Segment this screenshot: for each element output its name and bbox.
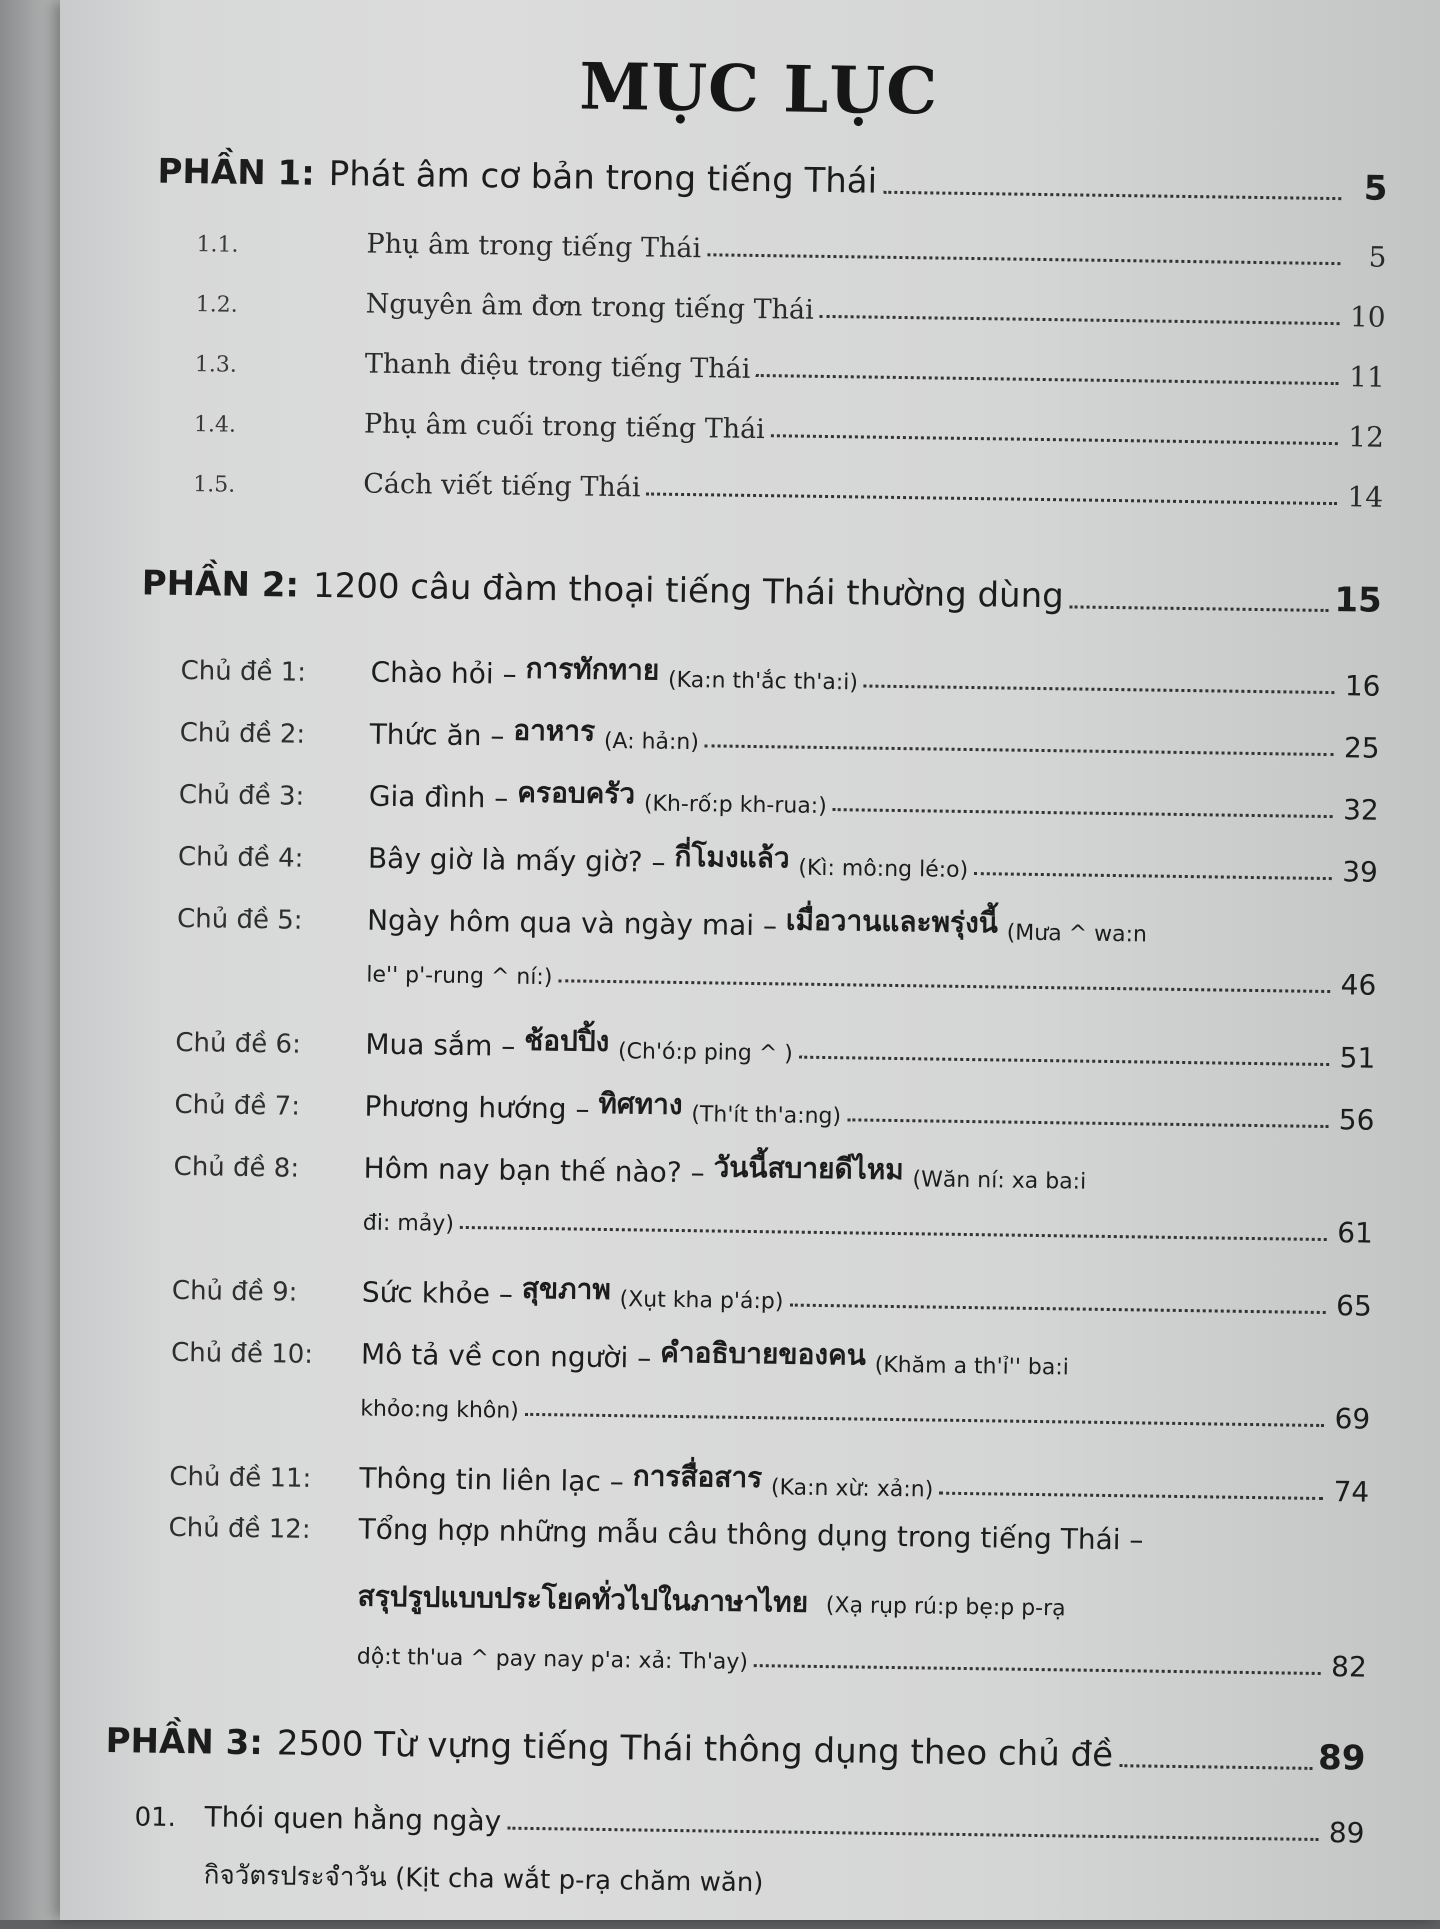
leader-dots: [507, 1825, 1318, 1841]
page-number: 56: [1338, 1103, 1375, 1137]
part-title: 2500 Từ vựng tiếng Thái thông dụng theo chủ đề: [276, 1723, 1114, 1776]
leader-dots: [460, 1224, 1327, 1241]
leader-dots: [883, 189, 1341, 200]
topic-number: Chủ đề 6:: [175, 1027, 302, 1060]
topic-thai: การทักทาย: [525, 651, 660, 687]
section-number: 1.5.: [193, 472, 236, 498]
page-number: 11: [1348, 360, 1386, 394]
topic-vietnamese: Sức khỏe –: [361, 1275, 514, 1311]
page-number: 89: [1317, 1737, 1366, 1779]
topic-transliteration: (Khăm a th'ỉ'' ba:i: [874, 1352, 1069, 1381]
page-number: 16: [1344, 669, 1381, 703]
leader-dots: [820, 313, 1340, 325]
topic-continuation: [363, 1203, 1373, 1250]
part-2-entry: [142, 563, 1382, 620]
topic-continuation: [366, 955, 1376, 1002]
topic-transliteration-cont: le'' p'-rung ^ ní:): [366, 962, 553, 991]
topic-thai: การสื่อสาร: [632, 1459, 763, 1495]
topic-number: Chủ đề 5:: [176, 903, 303, 936]
topic-entry: [169, 1448, 1369, 1509]
vocab-number: 01.: [134, 1802, 177, 1834]
topic-thai: กี่โมงแล้ว: [674, 839, 790, 875]
vocab-subtitle: กิจวัตรประจำวัน (Kịt cha wắt p-rạ chăm wăn): [203, 1860, 764, 1899]
page-title: MỤC LỤC: [578, 49, 939, 130]
section-title: Nguyên âm đơn trong tiếng Thái: [365, 288, 814, 326]
table-of-contents: [93, 0, 1400, 1929]
topic-number: Chủ đề 10:: [170, 1337, 314, 1370]
leader-dots: [525, 1411, 1324, 1427]
topic-vietnamese: Thức ăn –: [369, 717, 505, 753]
topic-transliteration: (Ka:n xừ: xả:n): [770, 1475, 934, 1503]
section-number: 1.3.: [194, 352, 238, 378]
page-number: 15: [1334, 580, 1382, 621]
topic-vietnamese: Phương hướng –: [364, 1089, 590, 1126]
topic-number: Chủ đề 11:: [169, 1461, 312, 1494]
leader-dots: [646, 490, 1337, 505]
section-entry: [196, 284, 1386, 334]
page-number: 14: [1347, 480, 1384, 514]
part-title: 1200 câu đàm thoại tiếng Thái thường dùng: [312, 565, 1065, 617]
part-1-entry: [157, 152, 1387, 209]
leader-dots: [1119, 1762, 1312, 1770]
section-number: 1.1.: [196, 232, 239, 258]
section-entry: [194, 404, 1384, 454]
page-number: 65: [1335, 1289, 1373, 1323]
section-entry: [193, 464, 1383, 514]
section-title: Cách viết tiếng Thái: [362, 468, 641, 504]
topic-transliteration: (Xạ rụp rú:p bẹ:p p-rạ: [825, 1593, 1066, 1622]
book-page: [60, 0, 1440, 1920]
topic-entry: [174, 1076, 1374, 1137]
topic-thai: สุขภาพ: [521, 1271, 612, 1307]
leader-dots: [1070, 603, 1329, 612]
leader-dots: [756, 372, 1339, 385]
vocab-entry: [134, 1799, 1364, 1849]
topic-transliteration: (Mưa ^ wa:n: [1006, 920, 1148, 948]
page-number: 32: [1342, 793, 1379, 827]
leader-dots: [707, 251, 1340, 265]
section-entry: [196, 224, 1386, 274]
page-number: 82: [1330, 1650, 1368, 1684]
topic-entry: [180, 704, 1380, 765]
topic-entry: [180, 642, 1380, 703]
page-number: 39: [1342, 855, 1379, 889]
topic-vietnamese: Hôm nay bạn thế nào? –: [363, 1151, 705, 1190]
topic-entry: [173, 1138, 1373, 1199]
vocab-title: Thói quen hằng ngày: [204, 1800, 502, 1838]
topic-continuation: [360, 1389, 1370, 1436]
leader-dots: [864, 683, 1335, 695]
leader-dots: [754, 1662, 1321, 1675]
topic-thai: ครอบครัว: [517, 775, 636, 811]
topic-vietnamese: Thông tin liên lạc –: [359, 1461, 624, 1499]
leader-dots: [789, 1302, 1325, 1314]
topic-thai-line: [357, 1575, 1066, 1629]
topic-number: Chủ đề 3:: [178, 779, 305, 812]
topic-thai: วันนี้สบายดีไหม: [713, 1150, 904, 1187]
topic-thai: อาหาร: [513, 713, 596, 748]
topic-transliteration: (Wăn ní: xa ba:i: [912, 1167, 1087, 1195]
topic-transliteration: (Kh-rố:p kh-rua:): [643, 791, 827, 820]
page-number: 69: [1334, 1402, 1371, 1436]
page-number: 46: [1340, 968, 1377, 1002]
leader-dots: [705, 742, 1334, 756]
page-number: 12: [1348, 420, 1385, 454]
section-title: Thanh điệu trong tiếng Thái: [364, 348, 751, 385]
section-title: Phụ âm cuối trong tiếng Thái: [363, 408, 766, 446]
leader-dots: [939, 1490, 1323, 1500]
topic-transliteration-cont: dộ:t th'ua ^ pay nay p'a: xả: Th'ay): [356, 1644, 749, 1675]
topic-transliteration: (Ch'ó:p ping ^ ): [617, 1039, 793, 1067]
page-number: 51: [1339, 1041, 1376, 1075]
leader-dots: [974, 870, 1332, 880]
section-title: Phụ âm trong tiếng Thái: [366, 228, 702, 265]
topic-number: Chủ đề 9:: [171, 1275, 298, 1308]
topic-transliteration: (Ka:n th'ắc th'a:i): [667, 667, 859, 696]
leader-dots: [833, 806, 1333, 818]
topic-transliteration-cont: đi: mảy): [362, 1210, 455, 1237]
page-number: 61: [1336, 1216, 1374, 1250]
topic-transliteration: (A: hả:n): [603, 728, 700, 756]
topic-continuation: [357, 1637, 1367, 1684]
topic-entry: [168, 1510, 1368, 1560]
topic-vietnamese: Mô tả về con người –: [360, 1337, 652, 1375]
topic-vietnamese: Bây giờ là mấy giờ? –: [367, 841, 666, 879]
topic-number: Chủ đề 8:: [173, 1151, 300, 1184]
topic-vietnamese: Gia đình –: [368, 779, 509, 815]
topic-transliteration-cont: khỏo:ng khôn): [360, 1396, 520, 1424]
topic-number: Chủ đề 1:: [180, 655, 307, 688]
part-label: PHẦN 3:: [105, 1721, 264, 1764]
page-number: 5: [1363, 168, 1388, 209]
topic-number: Chủ đề 12:: [168, 1512, 311, 1545]
topic-entry: [171, 1324, 1371, 1385]
topic-thai: เมื่อวานและพรุ่งนี้: [785, 903, 999, 940]
leader-dots: [771, 432, 1338, 445]
topic-entry: [179, 766, 1379, 827]
topic-thai: ช้อปปิ้ง: [524, 1023, 610, 1058]
page-number: 89: [1328, 1816, 1365, 1850]
page-number: 5: [1368, 240, 1387, 274]
topic-vietnamese: Ngày hôm qua và ngày mai –: [366, 903, 778, 943]
leader-dots: [558, 977, 1330, 993]
page-number: 10: [1349, 300, 1386, 334]
section-number: 1.4.: [193, 412, 237, 438]
topic-vietnamese: Chào hỏi –: [370, 655, 517, 691]
topic-entry: [175, 1014, 1375, 1075]
part-label: PHẦN 2:: [141, 563, 300, 606]
topic-entry: [178, 828, 1378, 889]
topic-thai: คำอธิบายของคน: [659, 1335, 867, 1372]
topic-transliteration: (Kì: mô:ng lé:o): [798, 855, 969, 883]
topic-entry: [177, 890, 1377, 951]
part-3-entry: [105, 1721, 1365, 1779]
leader-dots: [847, 1116, 1328, 1128]
topic-transliteration: (Xụt kha p'á:p): [619, 1287, 784, 1315]
topic-transliteration: (Th'ít th'a:ng): [691, 1102, 842, 1130]
part-title: Phát âm cơ bản trong tiếng Thái: [328, 153, 878, 202]
topic-number: Chủ đề 2:: [179, 717, 306, 750]
page-number: 74: [1333, 1475, 1370, 1509]
topic-number: Chủ đề 4:: [177, 841, 304, 874]
topic-thai: สรุปรูปแบบประโยคทั่วไปในภาษาไทย: [357, 1579, 809, 1619]
topic-vietnamese: Mua sắm –: [365, 1027, 516, 1063]
topic-vietnamese: Tổng hợp những mẫu câu thông dụng trong tiếng Thái –: [358, 1512, 1144, 1557]
section-number: 1.2.: [195, 292, 238, 318]
page-number: 25: [1343, 731, 1380, 765]
topic-thai: ทิศทาง: [598, 1086, 683, 1122]
book-spine-shadow: [0, 0, 60, 1920]
topic-entry: [172, 1262, 1372, 1323]
section-entry: [195, 344, 1385, 394]
part-label: PHẦN 1:: [157, 151, 316, 194]
topic-number: Chủ đề 7:: [174, 1089, 301, 1122]
leader-dots: [799, 1054, 1330, 1066]
